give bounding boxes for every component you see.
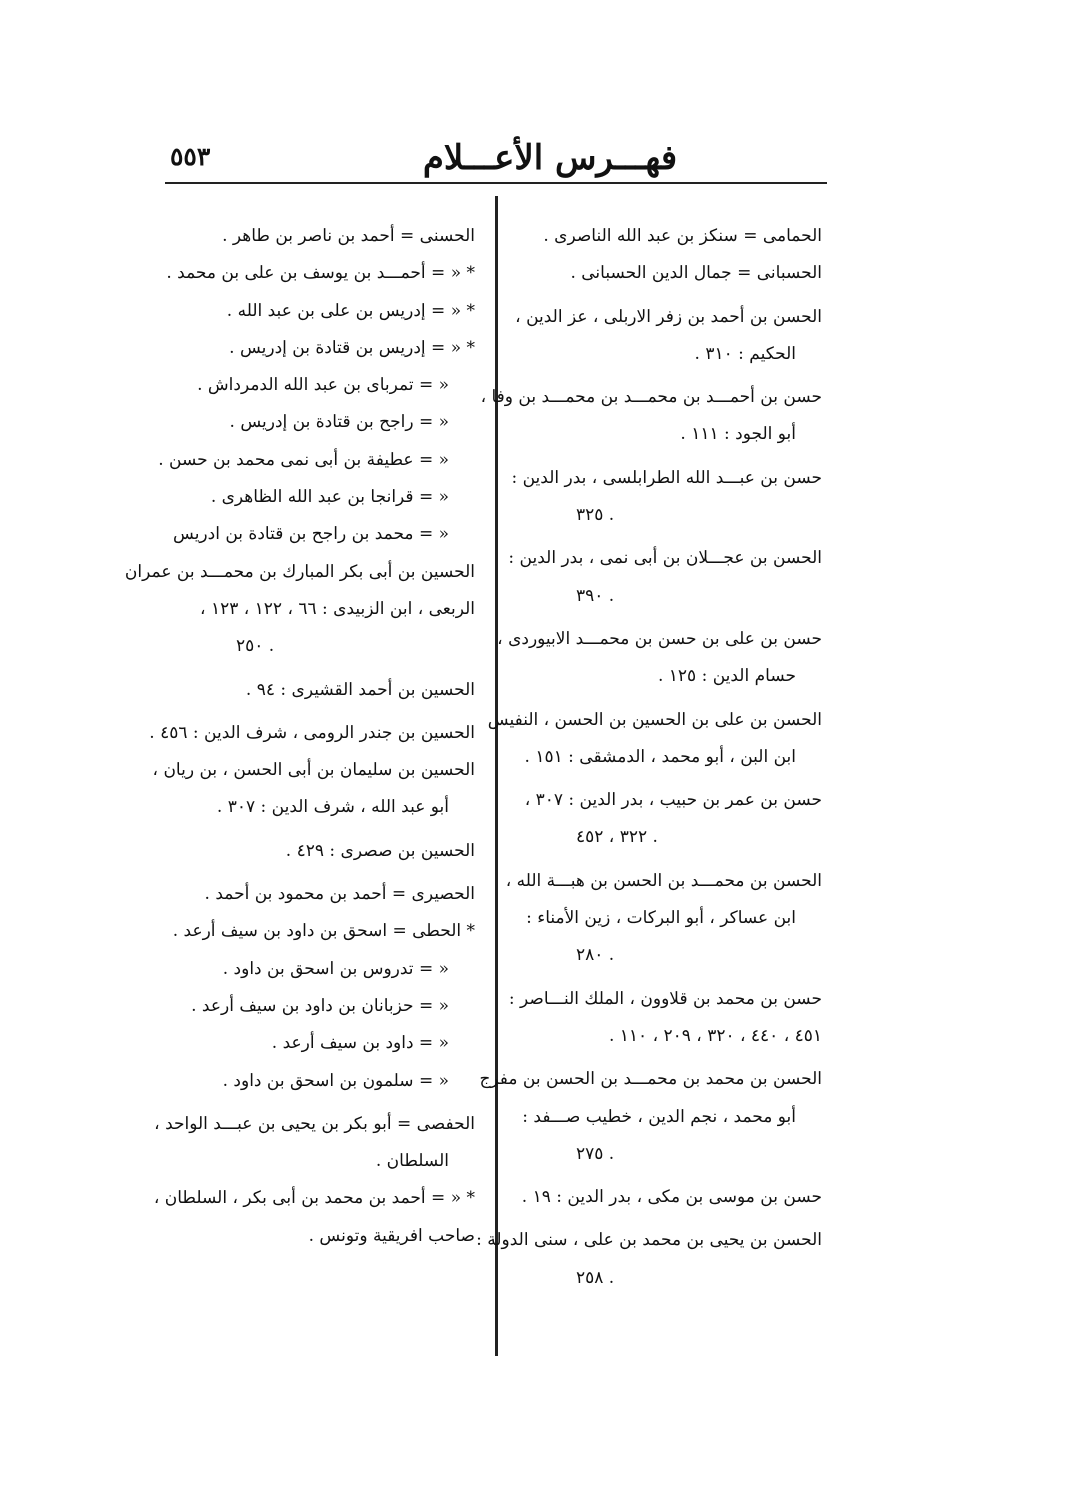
index-line: الربعى ، ابن الزبيدى : ٦٦ ، ١٢٢ ، ١٢٣ ،: [200, 598, 475, 619]
index-line: الحسن بن أحمد بن زفر الاربلى ، عز الدين ،: [515, 306, 822, 327]
page-header: [160, 120, 920, 180]
index-line: الحسين بن صصرى : ٤٢٩ .: [285, 840, 475, 861]
index-line: الحسين بن سليمان بن أبى الحسن ، بن ريان ،: [152, 760, 475, 781]
index-line: الحسن بن على بن الحسين بن الحسن ، النفيس: [487, 709, 822, 730]
index-line: الحسنى = أحمد بن ناصر بن طاهر .: [222, 226, 475, 246]
index-line: . ٣٩٠: [576, 585, 615, 606]
index-line: حسام الدين : ١٢٥ .: [657, 666, 796, 687]
index-line: ٤٥١ ، ٤٤٠ ، ٣٢٠ ، ٢٠٩ ، ١١٠ .: [608, 1025, 822, 1046]
index-line: . ٢٥٨: [576, 1267, 615, 1288]
page-title: فهـــرس الأعـــلام: [422, 138, 678, 178]
index-line: ابن عساكر ، أبو البركات ، زين الأمناء :: [526, 908, 796, 929]
index-line: * « = إدريس بن على بن عبد الله .: [226, 300, 475, 321]
index-line: « = قرانجا بن عبد الله الظاهرى .: [210, 487, 449, 508]
left-column: [124, 218, 475, 1255]
index-line: . ٢٧٥: [576, 1143, 615, 1164]
index-line: حسن بن موسى بن مكى ، بدر الدين : ١٩ .: [521, 1187, 822, 1208]
index-line: « = راجح بن قتادة بن إدريس .: [229, 412, 449, 433]
index-line: * « = إدريس بن قتادة بن إدريس .: [229, 337, 475, 358]
index-line: * الحطى = اسحق بن داود بن سيف أرعد .: [172, 921, 475, 942]
index-line: حسن بن عبـــد الله الطرابلسى ، بدر الدين :: [511, 467, 822, 488]
index-line: * « = أحمد بن محمد بن أبى بكر ، السلطان ،: [153, 1188, 475, 1209]
index-line: حسن بن أحمـــد بن محمـــد بن محمـــد بن وفا ،: [480, 387, 822, 408]
index-line: الحسبانى = جمال الدين الحسبانى .: [570, 263, 822, 284]
index-line: الحكيم : ٣١٠ .: [694, 343, 796, 364]
index-line: السلطان .: [375, 1151, 449, 1172]
right-column: [476, 218, 822, 1297]
index-line: * « = أحمـــد بن يوسف بن على بن محمد .: [166, 263, 475, 284]
index-line: حسن بن عمر بن حبيب ، بدر الدين : ٣٠٧ ،: [524, 790, 822, 811]
index-line: حسن بن محمد بن قلاوون ، الملك النـــاصر :: [508, 988, 822, 1009]
page-number: ٥٥٣: [170, 142, 211, 171]
index-line: أبو عبد الله ، شرف الدين : ٣٠٧ .: [216, 797, 449, 818]
header-rule: [165, 182, 827, 184]
index-line: الحسين بن أحمد القشيرى : ٩٤ .: [245, 679, 475, 700]
column-divider: [495, 196, 498, 1356]
index-line: الحسين بن أبى بكر المبارك بن محمـــد بن عمران: [124, 561, 475, 582]
index-line: الحمامى = سنكز بن عبد الله الناصرى .: [543, 226, 822, 246]
index-line: الحفصى = أبو بكر بن يحيى بن عبـــد الواحد ،: [154, 1113, 475, 1134]
index-line: حسن بن على بن حسن بن محمـــد الابيوردى ،: [497, 628, 822, 649]
index-line: « = عطيفة بن أبى نمى محمد بن حسن .: [158, 449, 449, 470]
index-line: « = حزبانان بن داود بن سيف أرعد .: [191, 995, 449, 1016]
index-line: ابن البن ، أبو محمد ، الدمشقى : ١٥١ .: [524, 746, 796, 767]
index-line: الحسين بن جندر الرومى ، شرف الدين : ٤٥٦ .: [149, 722, 475, 743]
index-line: صاحب افريقية وتونس .: [308, 1225, 475, 1246]
index-line: أبو محمد ، نجم الدين ، خطيب صـــفد :: [522, 1106, 796, 1127]
index-line: . ٢٨٠: [576, 945, 615, 966]
index-line: الحسن بن يحيى بن محمد بن على ، سنى الدولة :: [476, 1230, 822, 1251]
index-line: « = تدروس بن اسحق بن داود .: [222, 958, 449, 979]
index-line: الحسن بن محمـــد بن الحسن بن هبـــة الله ،: [505, 870, 822, 891]
index-line: . ٣٢٥: [576, 505, 615, 526]
index-line: الحسن بن محمد بن محمـــد بن الحسن بن مفرج: [479, 1069, 822, 1090]
index-line: الحسن بن عجـــلان بن أبى نمى ، بدر الدين :: [508, 548, 822, 569]
index-line: الحصيرى = أحمد بن محمود بن أحمد .: [204, 884, 475, 905]
index-line: « = سلمون بن اسحق بن داود .: [222, 1070, 449, 1091]
index-line: أبو الجود : ١١١ .: [680, 424, 796, 445]
index-line: « = داود بن سيف أرعد .: [271, 1033, 449, 1054]
index-line: « = محمد بن راجح بن قتادة بن ادريس: [173, 524, 449, 545]
index-line: . ٣٢٢ ، ٤٥٢: [576, 827, 658, 848]
index-line: . ٢٥٠: [236, 636, 275, 657]
index-line: « = تمرباى بن عبد الله الدمرداش .: [197, 375, 449, 396]
